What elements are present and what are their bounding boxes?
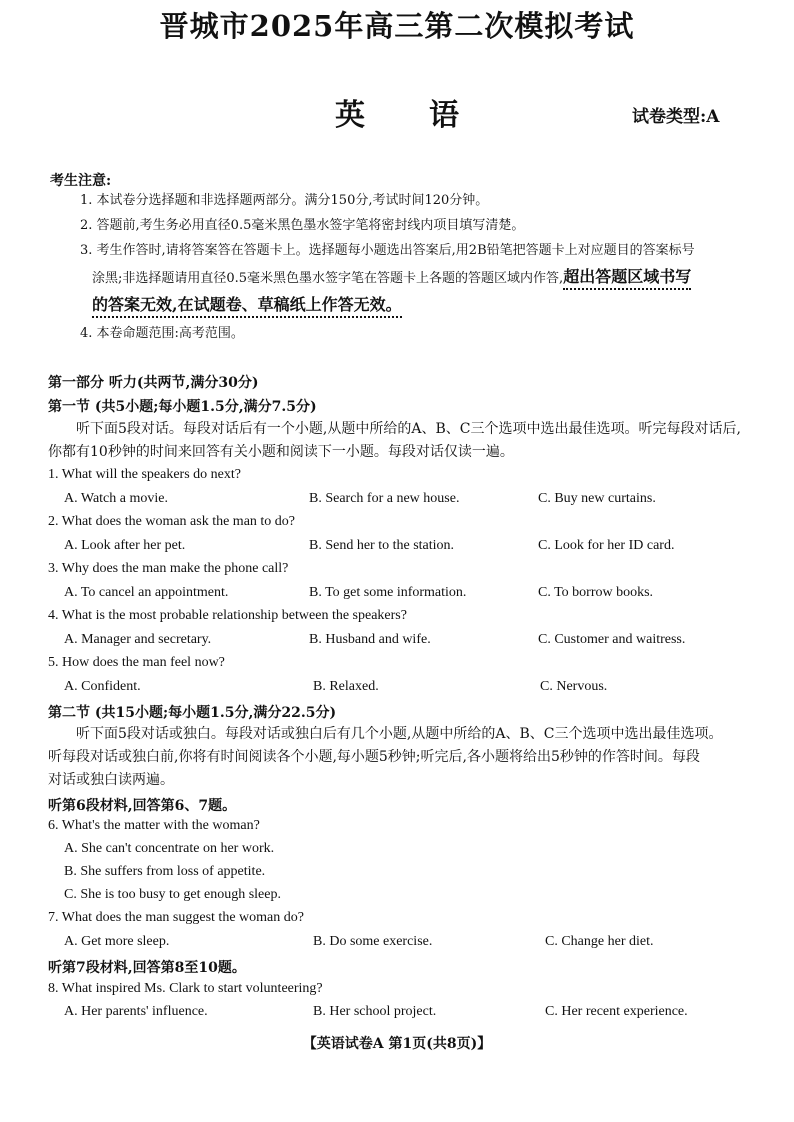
section1-instr-line-2: 你都有10秒钟的时间来回答有关小题和阅读下一小题。每段对话仅读一遍。 <box>48 444 514 460</box>
q4-option-b: B. Husband and wife. <box>309 632 431 647</box>
section2-instr-line-2: 听每段对话或独白前,你将有时间阅读各个小题,每小题5秒钟;听完后,各小题将给出5秒钟的作答时间。每段 <box>48 749 700 765</box>
q4-option-c: C. Customer and waitress. <box>538 632 686 647</box>
q2-option-c: C. Look for her ID card. <box>538 538 675 553</box>
q3-option-c: C. To borrow books. <box>538 585 654 600</box>
part1-heading: 第一部分 听力(共两节,满分30分) <box>48 375 259 391</box>
q6-option-a: A. She can't concentrate on her work. <box>64 841 275 856</box>
notice-item-3-line-3 <box>92 292 780 318</box>
q6-option-c: C. She is too busy to get enough sleep. <box>64 887 281 902</box>
section2-instr-line-1: 听下面5段对话或独白。每段对话或独白后有几个小题,从题中所给的A、B、C三个选项中选出最佳选项。 <box>76 726 723 742</box>
notice-item-4: 4. 本卷命题范围:高考范围。 <box>80 326 244 341</box>
notice-heading: 考生注意: <box>50 173 112 189</box>
page-footer: 【英语试卷A 第1页(共8页)】 <box>302 1036 492 1052</box>
notice-item-2: 2. 答题前,考生务必用直径0.5毫米黑色墨水签字笔将密封线内项目填写清楚。 <box>80 218 525 233</box>
q2-option-a: A. Look after her pet. <box>64 538 186 553</box>
notice-item-3-line-2a: 涂黑;非选择题请用直径0.5毫米黑色墨水签字笔在答题卡上各题的答题区域内作答, <box>92 271 564 286</box>
material-7-heading: 听第7段材料,回答第8至10题。 <box>48 960 246 976</box>
question-6: 6. What's the matter with the woman? <box>48 818 260 833</box>
q7-option-a: A. Get more sleep. <box>64 934 170 949</box>
q6-option-b: B. She suffers from loss of appetite. <box>64 864 266 879</box>
question-3: 3. Why does the man make the phone call? <box>48 561 289 576</box>
notice-item-3-line-1: 3. 考生作答时,请将答案答在答题卡上。选择题每小题选出答案后,用2B铅笔把答题卡上对应题目的答案标号 <box>80 243 695 258</box>
q1-option-b: B. Search for a new house. <box>309 491 460 506</box>
exam-title: 晋城市2025年高三第二次模拟考试 <box>159 9 635 43</box>
section2-instr-line-3: 对话或独白读两遍。 <box>48 772 174 788</box>
question-8: 8. What inspired Ms. Clark to start volunteering? <box>48 981 323 996</box>
q1-option-a: A. Watch a movie. <box>64 491 168 506</box>
q7-option-c: C. Change her diet. <box>545 934 654 949</box>
q1-option-c: C. Buy new curtains. <box>538 491 656 506</box>
q5-option-b: B. Relaxed. <box>313 679 379 694</box>
section1-instr-line-1: 听下面5段对话。每段对话后有一个小题,从题中所给的A、B、C三个选项中选出最佳选项。听完每段对话后, <box>76 421 741 437</box>
section2-instructions <box>48 723 776 792</box>
notice-item-1: 1. 本试卷分选择题和非选择题两部分。满分150分,考试时间120分钟。 <box>80 193 489 208</box>
q2-option-b: B. Send her to the station. <box>309 538 455 553</box>
notice-item-3-line-2 <box>92 264 780 292</box>
question-4: 4. What is the most probable relationship between the speakers? <box>48 608 407 623</box>
q7-option-b: B. Do some exercise. <box>313 934 433 949</box>
section2-heading: 第二节 (共15小题;每小题1.5分,满分22.5分) <box>48 705 337 721</box>
section1-heading: 第一节 (共5小题;每小题1.5分,满分7.5分) <box>48 399 317 415</box>
question-5: 5. How does the man feel now? <box>48 655 225 670</box>
paper-type: 试卷类型:A <box>632 107 720 127</box>
notice-emphasis-1: 超出答题区域书写 <box>563 267 691 290</box>
question-1: 1. What will the speakers do next? <box>48 467 241 482</box>
notice-item-3 <box>80 238 780 318</box>
question-2: 2. What does the woman ask the man to do? <box>48 514 296 529</box>
q3-option-b: B. To get some information. <box>309 585 467 600</box>
subject-char-2: 语 <box>429 98 459 133</box>
notice-emphasis-2: 的答案无效,在试题卷、草稿纸上作答无效。 <box>92 295 402 318</box>
q4-option-a: A. Manager and secretary. <box>64 632 212 647</box>
question-7: 7. What does the man suggest the woman do? <box>48 910 304 925</box>
q5-option-a: A. Confident. <box>64 679 141 694</box>
section1-instructions <box>48 418 776 464</box>
q3-option-a: A. To cancel an appointment. <box>64 585 229 600</box>
q8-option-b: B. Her school project. <box>313 1004 437 1019</box>
subject-char-1: 英 <box>335 98 365 133</box>
material-6-heading: 听第6段材料,回答第6、7题。 <box>48 798 237 814</box>
q5-option-c: C. Nervous. <box>540 679 608 694</box>
q8-option-c: C. Her recent experience. <box>545 1004 688 1019</box>
q8-option-a: A. Her parents' influence. <box>64 1004 208 1019</box>
